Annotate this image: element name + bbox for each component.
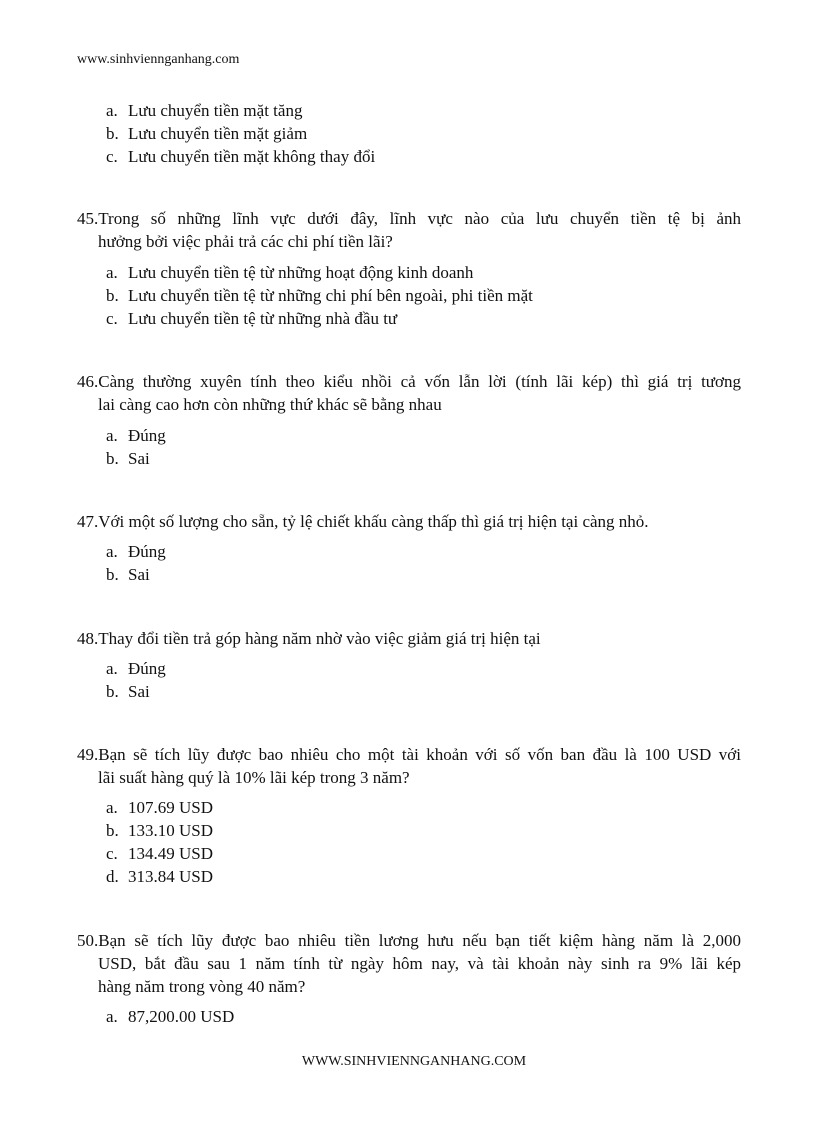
list-item: a. Đúng xyxy=(106,426,166,445)
footer-url: WWW.SINHVIENNGANHANG.COM xyxy=(301,1054,527,1069)
list-item: a. 107.69 USD xyxy=(106,798,214,817)
list-item: b. Lưu chuyển tiền tệ từ những chi phí bên ngoài, phi tiền mặt xyxy=(106,286,533,305)
question-49: 49.Bạn sẽ tích lũy được bao nhiêu cho một tài khoản với số vốn ban đầu là 100 USD với lãi suất hàng quý là 10% lãi kép trong 3 năm? xyxy=(77,745,741,787)
question-46: 46.Càng thường xuyên tính theo kiểu nhồi cả vốn lẫn lời (tính lãi kép) thì giá trị tương lai càng cao hơn còn những thứ khác sẽ bằng nhau xyxy=(77,372,741,414)
list-item: c. Lưu chuyển tiền mặt không thay đổi xyxy=(106,147,376,166)
list-item: d. 313.84 USD xyxy=(106,867,214,886)
question-48: 48.Thay đổi tiền trả góp hàng năm nhờ vào việc giảm giá trị hiện tại xyxy=(77,629,541,648)
list-item: a. Đúng xyxy=(106,659,166,678)
list-item: c. Lưu chuyển tiền tệ từ những nhà đầu tư xyxy=(106,309,398,328)
list-item: b. Sai xyxy=(106,682,150,701)
list-item: c. 134.49 USD xyxy=(106,844,214,863)
header-url: www.sinhviennganhang.com xyxy=(77,52,240,67)
list-item: b. Sai xyxy=(106,449,150,468)
list-item: a. Đúng xyxy=(106,542,166,561)
question-50: 50.Bạn sẽ tích lũy được bao nhiêu tiền lương hưu nếu bạn tiết kiệm hàng năm là 2,000 USD, bắt đầu sau 1 năm tính từ ngày hôm nay, và tài khoản này sinh ra 9% lãi kép hàng năm trong vòng 40 năm? xyxy=(77,931,741,996)
list-item: a. 87,200.00 USD xyxy=(106,1007,235,1026)
question-45: 45.Trong số những lĩnh vực dưới đây, lĩnh vực nào của lưu chuyển tiền tệ bị ảnh hưởng bởi việc phải trả các chi phí tiền lãi? xyxy=(77,209,741,251)
list-item: b. Lưu chuyển tiền mặt giảm xyxy=(106,124,308,143)
list-item: b. 133.10 USD xyxy=(106,821,214,840)
list-item: a. Lưu chuyển tiền tệ từ những hoạt động kinh doanh xyxy=(106,263,474,282)
question-47: 47.Với một số lượng cho sẵn, tỷ lệ chiết khấu càng thấp thì giá trị hiện tại càng nhỏ. xyxy=(77,512,649,531)
list-item: b. Sai xyxy=(106,565,150,584)
list-item: a. Lưu chuyển tiền mặt tăng xyxy=(106,101,303,120)
